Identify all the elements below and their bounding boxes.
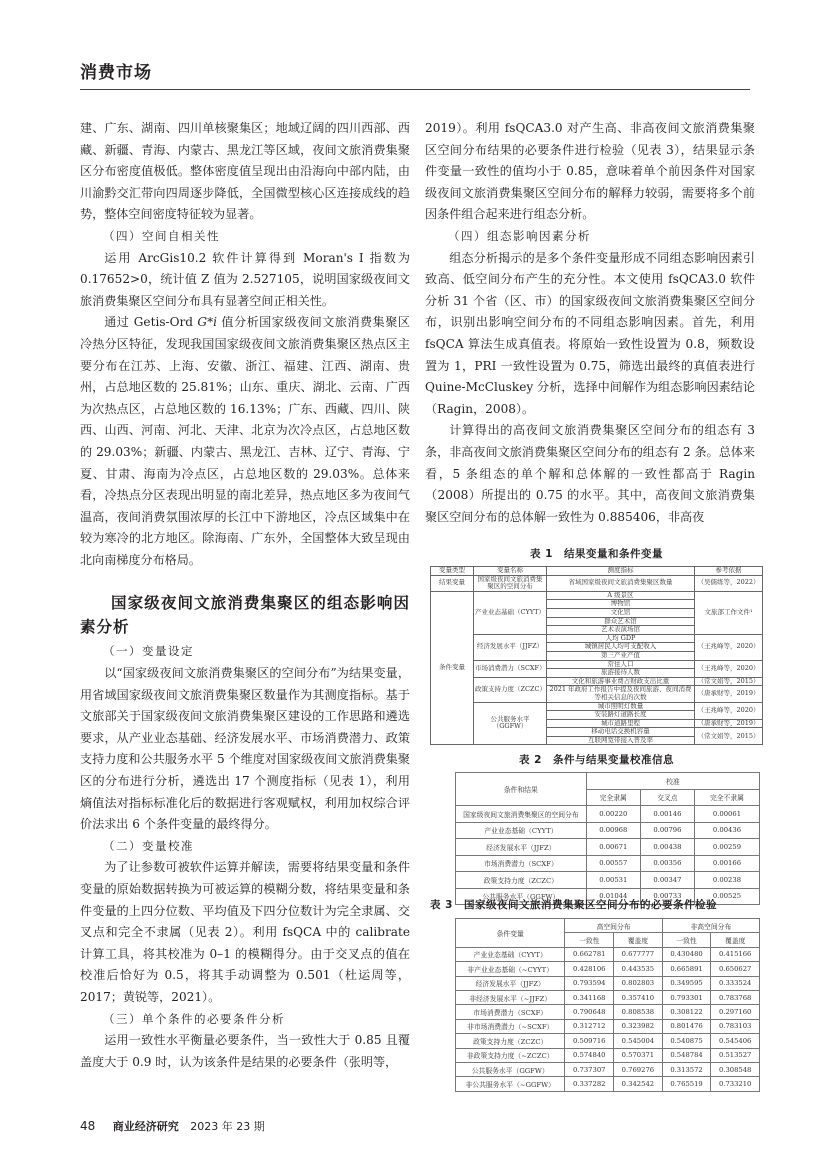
running-header	[80, 58, 750, 90]
row-label: 非公共服务水平（~GGFW）	[456, 1077, 565, 1091]
table-row	[456, 947, 760, 961]
table-cell: 0.769276	[614, 1062, 663, 1076]
gi-symbol: G*i	[197, 315, 217, 330]
table-cell: 0.548784	[662, 1048, 711, 1062]
table-header: 一致性	[662, 933, 711, 947]
table-header: 完全隶属	[586, 789, 640, 806]
row-label: 产业业态基础（CYYT）	[456, 822, 587, 839]
paragraph: 运用一致性水平衡量必要条件，当一致性大于 0.85 且覆盖度大于 0.9 时，认为该条件是结果的必要条件（张明等，	[80, 1033, 410, 1069]
table-cell: 0.540875	[662, 1034, 711, 1048]
row-label: 非产业业态基础（~CYYT）	[456, 962, 565, 976]
row-label: 国家级夜间文旅消费集聚区的空间分布	[456, 806, 587, 823]
table-cell: 0.443535	[614, 962, 663, 976]
journal-name: 商业经济研究	[112, 1120, 179, 1133]
table-cell: 移动电话交换机容量	[547, 728, 695, 737]
table-header: 校准	[586, 773, 759, 790]
subheading: （四）空间自相关性	[103, 228, 220, 243]
table-header: 变量名称	[474, 567, 547, 576]
row-label: 政策支持力度（ZCZC）	[456, 872, 587, 889]
table2-wrapper	[455, 772, 760, 905]
table-cell: 0.808538	[614, 1005, 663, 1019]
table-cell: （常文娟等，2015）	[695, 677, 763, 686]
row-label: 市场消费潜力（SCXF）	[456, 1005, 565, 1019]
paragraph: 计算得出的高夜间文旅消费集聚区空间分布的组态有 3 条，非高夜间文旅消费集聚区空间分布的组态有 2 条。总体来看，5 条组态的单个解和总体解的一致性都高于 Ragin（2008）所提出的 0.75 的水平。其中，高夜间文旅消费集聚区空间分布的总体解一致性为 0.885406，非高夜	[425, 423, 755, 524]
row-label: 市场消费潜力（SCXF）	[456, 855, 587, 872]
table-cell: 0.00166	[694, 855, 759, 872]
table3	[455, 918, 760, 1092]
table-cell: 博物馆	[547, 600, 695, 609]
table-cell: （常文娟等，2015）	[695, 728, 763, 745]
table-cell: 0.545406	[711, 1034, 760, 1048]
table-cell: 0.428106	[565, 962, 614, 976]
table-cell: 0.415166	[711, 947, 760, 961]
table2	[455, 772, 760, 905]
table-cell: 0.313572	[662, 1062, 711, 1076]
table-cell: 0.00733	[640, 888, 694, 905]
table-cell: 0.308548	[711, 1062, 760, 1076]
table-cell: 文旅部工作文件¹	[695, 591, 763, 634]
table-header: 完全不隶属	[694, 789, 759, 806]
table-header: 高空间分布	[565, 919, 662, 933]
table-cell: 0.793594	[565, 976, 614, 990]
table-header: 覆盖度	[614, 933, 663, 947]
table2-caption: 表 2 条件与结果变量校准信息	[519, 754, 674, 766]
table-cell: 0.545004	[614, 1034, 663, 1048]
table-cell: 0.341168	[565, 990, 614, 1004]
row-label: 非市场消费潜力（~SCXF）	[456, 1019, 565, 1033]
table-cell: 0.00436	[694, 822, 759, 839]
table-row	[456, 872, 760, 889]
table-cell: 0.323982	[614, 1019, 663, 1033]
issue: 2023 年 23 期	[190, 1120, 265, 1133]
subheading: （四）组态影响因素分析	[448, 228, 591, 243]
paragraph: 组态分析揭示的是多个条件变量形成不同组态影响因素引致高、低空间分布产生的充分性。本文使用 fsQCA3.0 软件分析 31 个省（区、市）的国家级夜间文旅消费集聚区空间分布，识别出影响空间分布的不同组态影响因素。首先，利用 fsQCA 算法生成真值表。将原始一致性设置为 0.8，频数设置为 1，PRI 一致性设置为 0.75，筛选出最终的真值表进行 Quine-McCluskey 分析，选择中间解作为组态影响因素结论（Ragin，2008）。	[425, 250, 755, 416]
table-cell: （唐承财等，2019）	[695, 686, 763, 702]
table-row	[456, 822, 760, 839]
table-row	[456, 1048, 760, 1062]
table-cell: （唐承财等，2019）	[695, 719, 763, 728]
table-cell: 0.802803	[614, 976, 663, 990]
table-cell: 结果变量	[431, 575, 474, 591]
paragraph: 以“国家级夜间文旅消费集聚区的空间分布”为结果变量，用省域国家级夜间文旅消费集聚区数量作为其测度指标。基于文旅部关于国家级夜间文旅消费集聚区建设的工作思路和遴选要求，从产业业态基础、经济发展水平、市场消费潜力、政策支持力度和公共服务水平 5 个维度对国家级夜间文旅消费集聚区的分布进行分析，遴选出 17 个测度指标（见表 1），利用熵值法对指标标准化后的数据进行客观赋权，利用加权综合评价法求出 6 个条件变量的最终得分。	[80, 666, 410, 832]
page-footer	[80, 1118, 265, 1134]
row-label: 非经济发展水平（~JJFZ）	[456, 990, 565, 1004]
table-cell: 0.801476	[662, 1019, 711, 1033]
table-cell: 城镇居民人均可支配收入	[547, 643, 695, 652]
table-cell: 0.509716	[565, 1034, 614, 1048]
table-cell: 0.790648	[565, 1005, 614, 1019]
subheading: （一）变量设定	[103, 644, 194, 659]
table-cell: 0.662781	[565, 947, 614, 961]
table-cell: 0.00796	[640, 822, 694, 839]
table-row	[456, 1005, 760, 1019]
right-column	[425, 118, 755, 528]
table-cell: A 级景区	[547, 591, 695, 600]
table-cell: 0.513527	[711, 1048, 760, 1062]
paragraph-prefix: 通过 Getis-Ord	[104, 315, 198, 330]
paragraph: 为了让参数可被软件运算并解读，需要将结果变量和条件变量的原始数据转换为可被运算的模糊分数，将结果变量和条件变量的上四分位数、平均值及下四分位数计为完全隶属、交叉点和完全不隶属（见表 2）。利用 fsQCA 中的 calibrate 计算工具，将其校准为 0–1 的模糊得分。由于交叉点的值在校准后恰好为 0.5，将其手动调整为 0.501（杜运周等，2017；黄锐等，2021）。	[80, 860, 410, 1004]
row-label: 经济发展水平（JJFZ）	[456, 976, 565, 990]
subheading: （三）单个条件的必要条件分析	[103, 1011, 285, 1026]
table-cell: 0.00531	[586, 872, 640, 889]
table-cell: 0.00146	[640, 806, 694, 823]
row-label: 经济发展水平（JJFZ）	[456, 839, 587, 856]
table-cell: 0.783768	[711, 990, 760, 1004]
table-cell: 0.349595	[662, 976, 711, 990]
row-label: 政策支持力度（ZCZC）	[456, 1034, 565, 1048]
table-cell: 0.783103	[711, 1019, 760, 1033]
table-header: 参考依据	[695, 567, 763, 576]
table-row	[456, 1062, 760, 1076]
table-header: 变量类型	[431, 567, 474, 576]
table-cell: 文化馆	[547, 608, 695, 617]
table-cell: 0.00259	[694, 839, 759, 856]
table-cell: 2021 年政府工作报告中提及夜间旅游、夜间消费等相关信息的次数	[547, 686, 695, 702]
table-cell: 国家级夜间文旅消费集聚区的空间分布	[474, 575, 547, 591]
table-cell: 0.00220	[586, 806, 640, 823]
table-cell: 0.308122	[662, 1005, 711, 1019]
table-cell: 0.00061	[694, 806, 759, 823]
table-cell: 公共服务水平（GGFW）	[474, 702, 547, 745]
table-cell: 0.430480	[662, 947, 711, 961]
table-cell: （王兆峰等，2020）	[695, 660, 763, 677]
paragraph: 运用 ArcGis10.2 软件计算得到 Moran's I 指数为 0.17652>0，统计值 Z 值为 2.527105，说明国家级夜间文旅消费集聚区空间分布具有显著空间正相关性。	[80, 250, 410, 308]
table1	[430, 566, 763, 745]
table-cell: 0.312712	[565, 1019, 614, 1033]
table-cell: 互联网宽带接入普及率	[547, 736, 695, 745]
table-cell: 0.297160	[711, 1005, 760, 1019]
table-row	[456, 1034, 760, 1048]
table-row	[456, 1077, 760, 1091]
table-row	[456, 855, 760, 872]
table-cell: 群众艺术馆	[547, 617, 695, 626]
row-label: 非政策支持力度（~ZCZC）	[456, 1048, 565, 1062]
table-cell: 0.00557	[586, 855, 640, 872]
table-cell: 城市照明灯数量	[547, 702, 695, 711]
table-cell: 0.00238	[694, 872, 759, 889]
table-cell: 市场消费潜力（SCXF）	[474, 660, 547, 677]
table-cell: 0.357410	[614, 990, 663, 1004]
paragraph	[80, 312, 410, 571]
table-cell: 旅游接待人数	[547, 669, 695, 678]
table-cell: 条件变量	[431, 591, 474, 745]
table-cell: 0.00968	[586, 822, 640, 839]
table-cell: 0.765519	[662, 1077, 711, 1091]
table-cell: 0.793301	[662, 990, 711, 1004]
table-cell: 0.737307	[565, 1062, 614, 1076]
table-cell: 0.00347	[640, 872, 694, 889]
table3-wrapper	[455, 918, 760, 1092]
table-cell: （王兆峰等，2020）	[695, 634, 763, 660]
row-label: 产业业态基础（CYYT）	[456, 947, 565, 961]
table3-caption: 表 3 国家级夜间文旅消费集聚区空间分布的必要条件检验	[430, 899, 717, 911]
table-cell: 产业业态基础（CYYT）	[474, 591, 547, 634]
table1-caption: 表 1 结果变量和条件变量	[530, 548, 663, 560]
table-cell: 0.574840	[565, 1048, 614, 1062]
table-cell: 人均 GDP	[547, 634, 695, 643]
subheading: （二）变量校准	[103, 838, 194, 853]
page-number: 48	[80, 1119, 96, 1133]
table-row	[456, 806, 760, 823]
row-label: 公共服务水平（GGFW）	[456, 888, 587, 905]
table-header: 条件变量	[456, 919, 565, 948]
table-cell: （王兆峰等，2020）	[695, 702, 763, 719]
table-cell: 0.00438	[640, 839, 694, 856]
table-row	[456, 990, 760, 1004]
table-header: 一致性	[565, 933, 614, 947]
table-cell: 0.570371	[614, 1048, 663, 1062]
table-cell: （吴儒练等，2022）	[695, 575, 763, 591]
section-title: 消费市场	[80, 63, 152, 83]
table-cell: 0.337282	[565, 1077, 614, 1091]
table-cell: 安装路灯道路长度	[547, 711, 695, 720]
table-cell: 0.650627	[711, 962, 760, 976]
table-cell: 文化和旅游事业费占财政支出比重	[547, 677, 695, 686]
table-cell: 0.342542	[614, 1077, 663, 1091]
table-row	[456, 962, 760, 976]
table-row	[456, 839, 760, 856]
table-cell: 常住人口	[547, 660, 695, 669]
table-cell: 0.733210	[711, 1077, 760, 1091]
table-header: 覆盖度	[711, 933, 760, 947]
table-cell: 省域国家级夜间文旅消费集聚区数量	[547, 575, 695, 591]
table-cell: 第三产业产值	[547, 651, 695, 660]
table-cell: 0.677777	[614, 947, 663, 961]
table-header: 测度指标	[547, 567, 695, 576]
table-cell: 0.01044	[586, 888, 640, 905]
table-cell: 艺术表演场馆	[547, 626, 695, 635]
paragraph-body: 值分析国家级夜间文旅消费集聚区冷热分区特征，发现我国国家级夜间文旅消费集聚区热点区主要分布在江苏、上海、安徽、浙江、福建、江西、湖南、贵州，占总地区数的 25.81%；山东、重庆、湖北、云南、广西为次热点区，占总地区数的 16.13%；广东、西藏、四川、陕西、山西、河南、河北、天津、北京为次冷点区，占总地区数的 29.03%；新疆、内蒙古、黑龙江、吉林、辽宁、青海、宁夏、甘肃、海南为冷点区，占总地区数的 29.03%。总体来看，冷热点分区表现出明显的南北差异，热点地区多为夜间气温高，夜间消费氛围浓厚的长江中下游地区，冷点区域集中在较为寒冷的北方地区。除海南、广东外，全国整体大致呈现由北向南梯度分布格局。	[80, 315, 410, 567]
row-label: 公共服务水平（GGFW）	[456, 1062, 565, 1076]
table-cell: 0.00525	[694, 888, 759, 905]
table-header: 非高空间分布	[662, 919, 759, 933]
table-cell: 城市道路里程	[547, 719, 695, 728]
table-row	[456, 1019, 760, 1033]
left-column	[80, 118, 410, 1073]
table-cell: 0.333524	[711, 976, 760, 990]
section-heading: 国家级夜间文旅消费集聚区的组态影响因素分析	[80, 594, 410, 637]
table-cell: 0.00671	[586, 839, 640, 856]
table-header: 交叉点	[640, 789, 694, 806]
paragraph: 2019）。利用 fsQCA3.0 对产生高、非高夜间文旅消费集聚区空间分布结果的必要条件进行检验（见表 3），结果显示条件变量一致性的值均小于 0.85，意味着单个前因条件对国家级夜间文旅消费集聚区空间分布的解释力较弱，需要将多个前因条件组合起来进行组态分析。	[425, 121, 755, 222]
table-cell: 经济发展水平（JJFZ）	[474, 634, 547, 660]
table-cell: 0.00356	[640, 855, 694, 872]
table-cell: 0.665891	[662, 962, 711, 976]
paragraph: 建、广东、湖南、四川单核聚集区；地域辽阔的四川西部、西藏、新疆、青海、内蒙古、黑龙江等区域，夜间文旅消费集聚区分布密度值极低。整体密度值呈现出由沿海向中部内陆，由川渝黔交汇带向四周逐步降低，全国微型核心区连接成线的趋势，整体空间密度特征较为显著。	[80, 121, 410, 222]
table-row	[456, 976, 760, 990]
table-cell: 政策支持力度（ZCZC）	[474, 677, 547, 702]
header-rule	[80, 89, 750, 90]
table-header: 条件和结果	[456, 773, 587, 806]
